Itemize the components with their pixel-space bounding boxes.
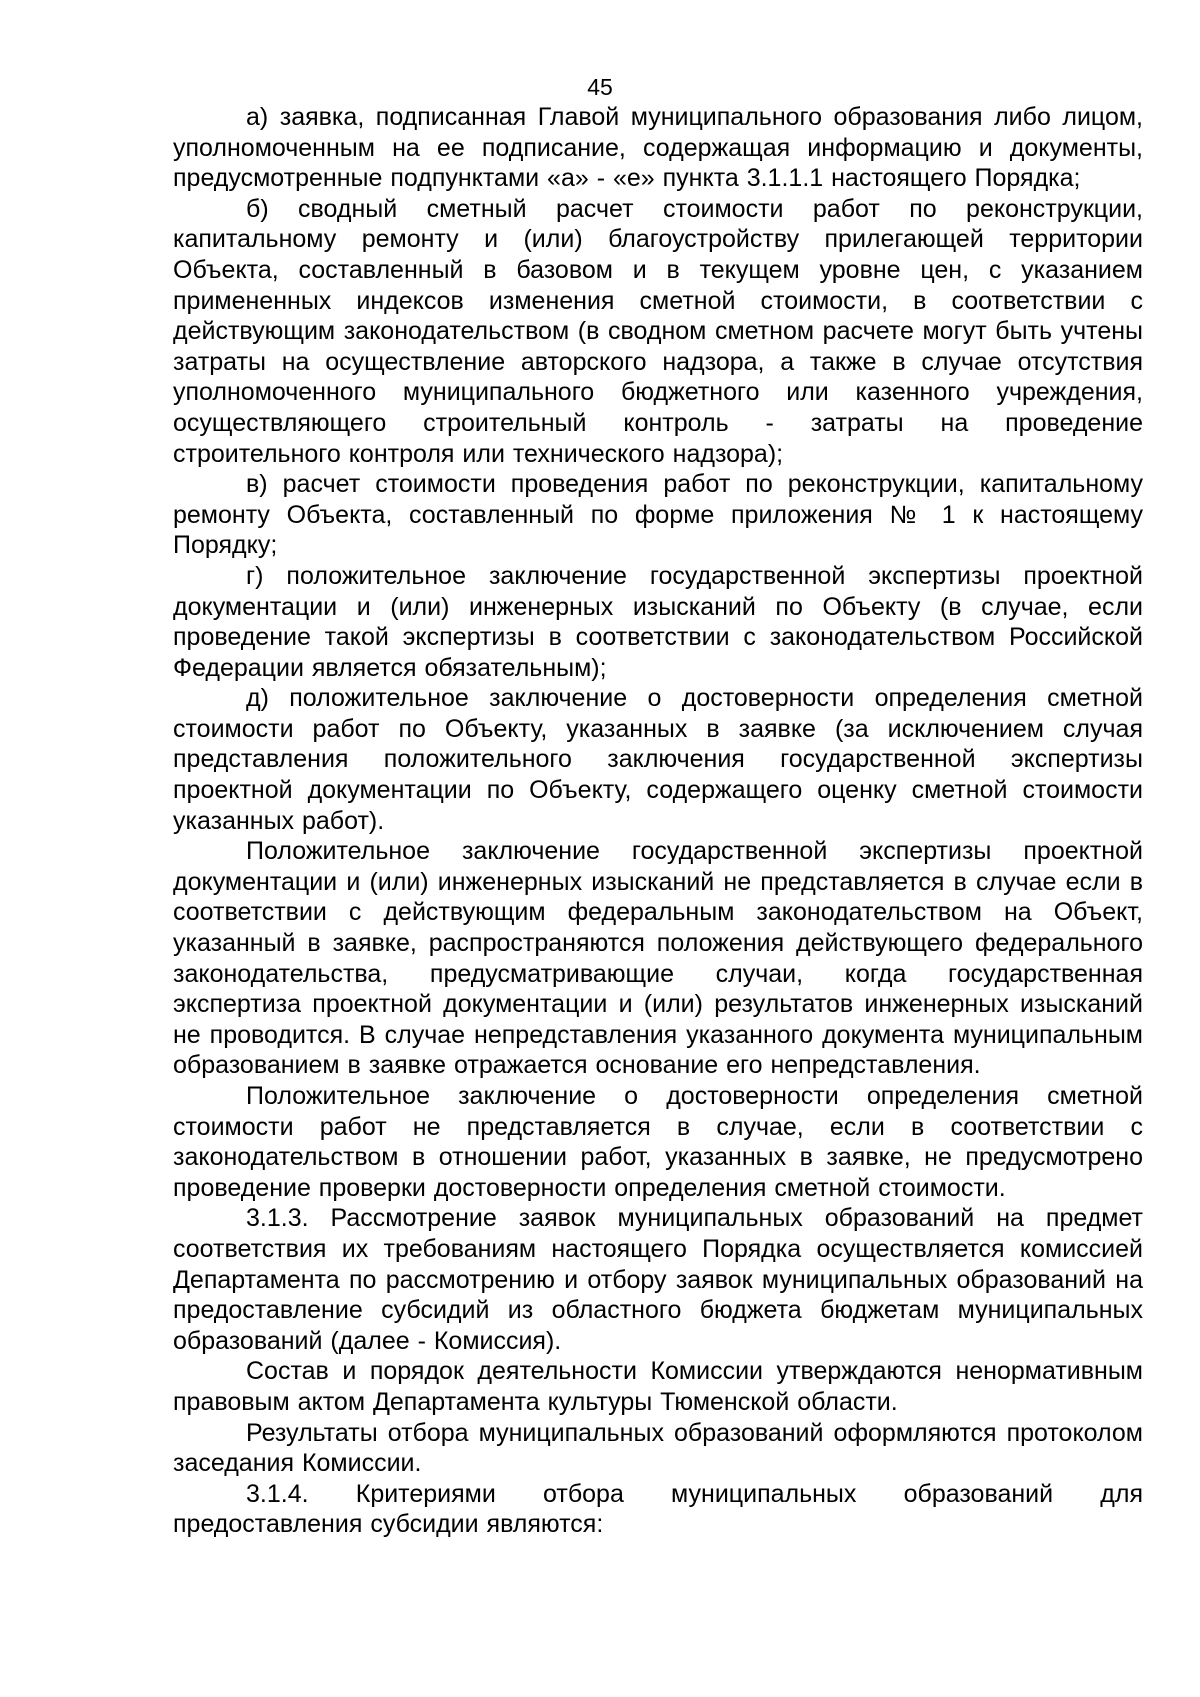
paragraph-commission-composition: Состав и порядок деятельности Комиссии утверждаются ненормативным правовым актом Департамента культуры Тюменской области. — [173, 1357, 1143, 1416]
paragraph-selection-results: Результаты отбора муниципальных образований оформляются протоколом заседания Комиссии. — [173, 1418, 1143, 1478]
paragraph-item-v: в) расчет стоимости проведения работ по реконструкции, капитальному ремонту Объекта, составленный по форме приложения № 1 к настоящему Порядку; — [173, 470, 1143, 560]
paragraph-item-d: д) положительное заключение о достоверности определения сметной стоимости работ по Объекту, указанных в заявке (за исключением случая представления положительного заключения государственной экспертизы проектной документации по Объекту, содержащего оценку сметной стоимости указанных работ). — [173, 684, 1143, 835]
paragraph-section-3-1-3: 3.1.3. Рассмотрение заявок муниципальных образований на предмет соответствия их требованиям настоящего Порядка осуществляется комиссией Департамента по рассмотрению и отбору заявок муниципальных образований на предоставление субсидий из областного бюджета бюджетам муниципальных образований (далее - Комиссия). — [173, 1204, 1143, 1355]
paragraph-item-b: б) сводный сметный расчет стоимости работ по реконструкции, капитальному ремонту и (или) благоустройству прилегающей территории Объекта, составленный в базовом и в текущем уровне цен, с указанием примененных индексов изменения сметной стоимости, в соответствии с действующим законодательством (в сводном сметном расчете могут быть учтены затраты на осуществление авторского надзора, а также в случае отсутствия уполномоченного муниципального бюджетного или казенного учреждения, осуществляющего строительный контроль - затраты на проведение строительного контроля или технического надзора); — [173, 194, 1143, 468]
paragraph-cost-verification-exception: Положительное заключение о достоверности определения сметной стоимости работ не представляется в случае, если в соответствии с законодательством в отношении работ, указанных в заявке, не предусмотрено проведение проверки достоверности определения сметной стоимости. — [173, 1082, 1143, 1202]
document-body — [173, 102, 1143, 1540]
paragraph-item-a: а) заявка, подписанная Главой муниципального образования либо лицом, уполномоченным на ее подписание, содержащая информацию и документы, предусмотренные подпунктами «а» - «е» пункта 3.1.1.1 настоящего Порядка; — [173, 103, 1143, 193]
paragraph-item-g: г) положительное заключение государственной экспертизы проектной документации и (или) инженерных изысканий по Объекту (в случае, если проведение такой экспертизы в соответствии с законодательством Российской Федерации является обязательным); — [173, 561, 1143, 682]
page-number: 45 — [587, 74, 613, 100]
paragraph-expertise-exception: Положительное заключение государственной экспертизы проектной документации и (или) инженерных изысканий не представляется в случае если в соответствии с действующим федеральным законодательством на Объект, указанный в заявке, распространяются положения действующего федерального законодательства, предусматривающие случаи, когда государственная экспертиза проектной документации и (или) результатов инженерных изысканий не проводится. В случае непредставления указанного документа муниципальным образованием в заявке отражается основание его непредставления. — [173, 837, 1143, 1080]
paragraph-section-3-1-4: 3.1.4. Критериями отбора муниципальных образований для предоставления субсидии являются: — [173, 1479, 1143, 1539]
